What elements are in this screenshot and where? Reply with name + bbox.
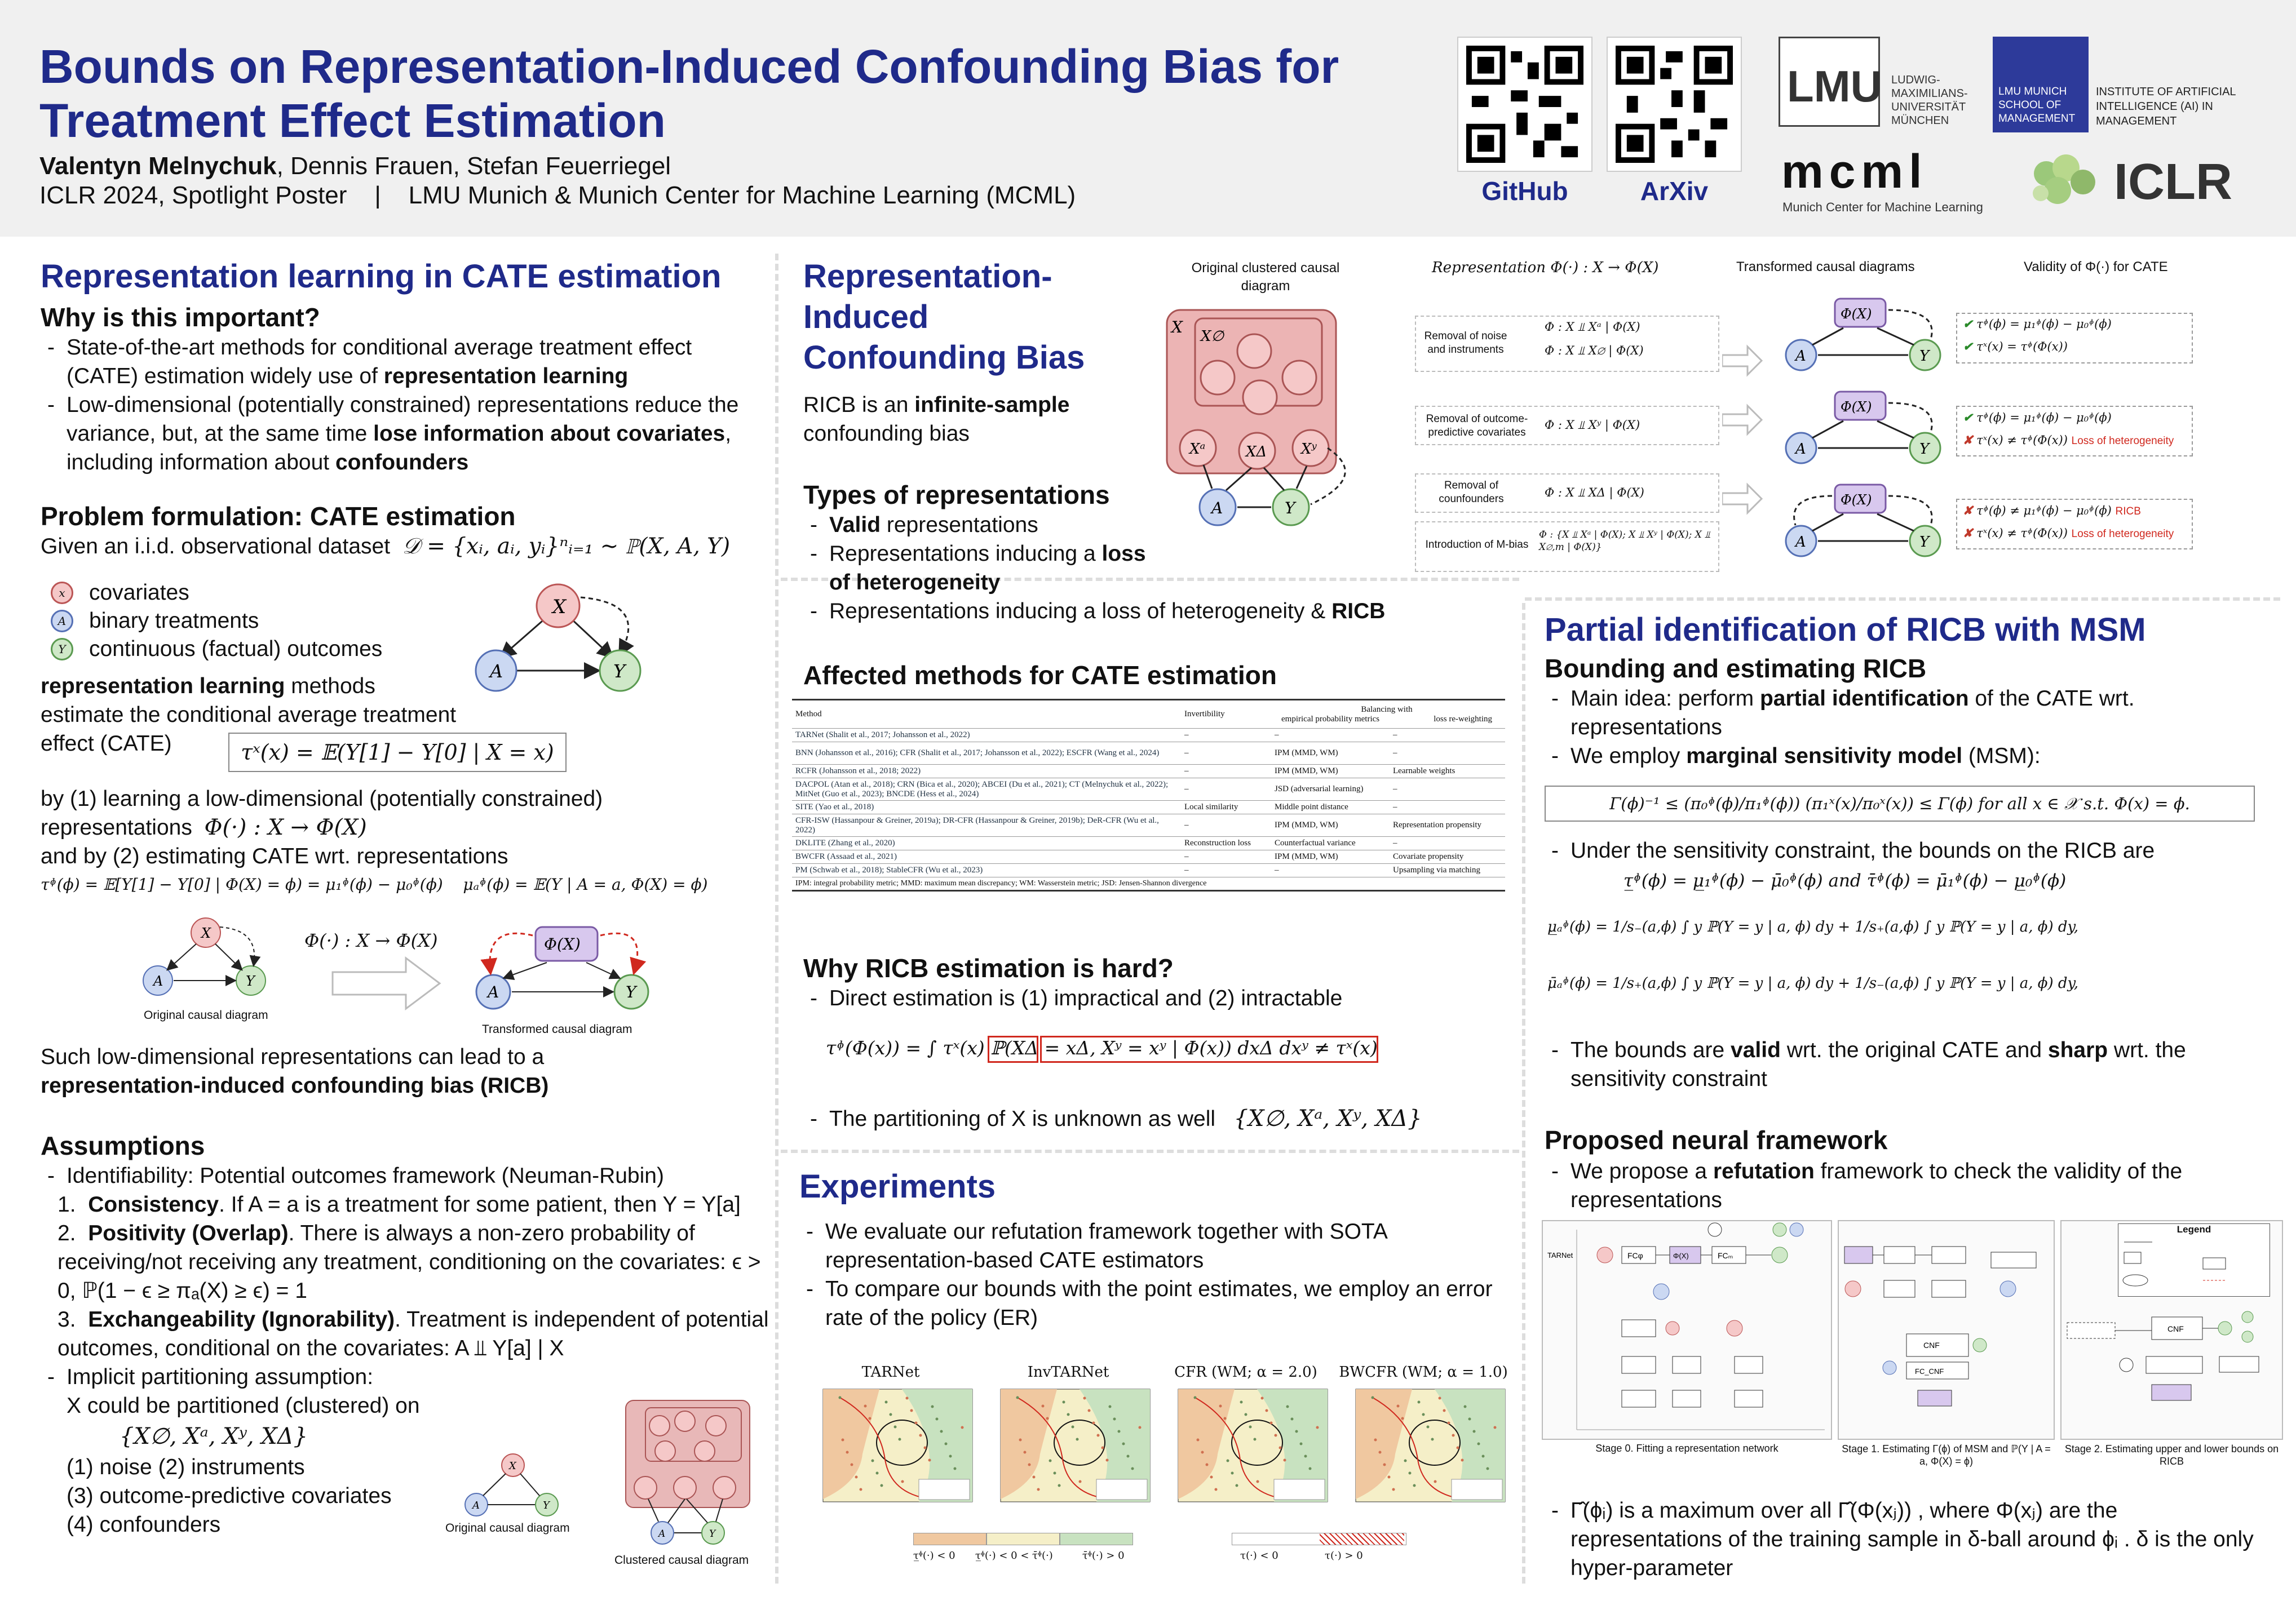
legend-icons [2118, 1235, 2268, 1292]
svg-text:Φ(X): Φ(X) [544, 935, 581, 954]
table-row [792, 837, 1505, 850]
stage1-caption: Stage 1. Estimating Γ(ϕ) of MSM and ℙ(Y | A = a, Φ(X) = ϕ) [1842, 1443, 2051, 1467]
stage0-panel [1542, 1220, 1832, 1440]
experiment-plot [1339, 1364, 1508, 1527]
assumption-2: 2. Positivity (Overlap). There is always a non-zero probability of receiving/not receiving any treatment, conditioning on the covariates: ϵ > 0, ℙ(1 − ϵ ≥ πₐ(X) ≥ ϵ) = 1 [57, 1221, 761, 1303]
assumption-3: 3. Exchangeability (Ignorability). Treatment is independent of potential outcomes, conditional on the covariates: A ⫫ Y[a] | X [57, 1307, 769, 1360]
authors [39, 152, 671, 180]
github-qr-code[interactable] [1457, 37, 1592, 172]
plot-legend: τ̲ᶲ(·) < 0 τ̲ᶲ(·) < 0 < τ̄ᶲ(·) τ̄ᶲ(·) > 0 τ(·) < 0 τ(·) > 0 [913, 1533, 1505, 1578]
table-cell: RCFR (Johansson et al., 2018; 2022) [795, 766, 921, 775]
cate-equation: τˣ(x) = 𝔼(Y[1] − Y[0] | X = x) [228, 733, 567, 772]
legend-covariates: covariates [89, 580, 189, 605]
table-row [792, 864, 1505, 877]
validity-eq: ✔ τˣ(x) = τᶲ(Φ(x)) [1963, 339, 2068, 353]
svg-text:Φ(X): Φ(X) [1841, 399, 1872, 415]
decision-region-plot [1339, 1386, 1508, 1516]
list-item: - Direct estimation is (1) impractical and (2) intractable [803, 984, 1514, 1013]
stage0-diagram [1543, 1221, 1831, 1439]
table-cell: – [1184, 821, 1189, 830]
row-eq: Φ : {X ⫫ Xᵃ | Φ(X); X ⫫ Xʸ | Φ(X); X ⫫ X∅,m | Φ(X)} [1539, 529, 1710, 553]
legend-box: Legend [2118, 1223, 2270, 1297]
plot-title: BWCFR (WM; α = 1.0) [1339, 1364, 1508, 1381]
row-divider [1525, 597, 2280, 601]
middle-column: Representation-Induced Confounding Bias RICB is an infinite-sample confounding bias [803, 256, 1119, 448]
table-cell: IPM (MMD, WM) [1275, 852, 1338, 861]
mcml-name: Munich Center for Machine Learning [1782, 200, 1983, 214]
highlight-box [1040, 1036, 1378, 1063]
svg-text:A: A [490, 660, 503, 682]
first-author: Valentyn Melnychuk [39, 152, 277, 180]
left-column [41, 256, 768, 561]
decision-region-plot [984, 1386, 1153, 1516]
svg-text:FC_CNF: FC_CNF [1915, 1367, 1944, 1376]
hard-list [803, 1105, 1514, 1133]
treatment-node-icon: A [51, 610, 73, 632]
svg-text:Φ(X): Φ(X) [1841, 492, 1872, 508]
table-cell: BNN (Johansson et al., 2016); CFR (Shalit et al., 2017; Johansson et al., 2022); ESCFR (Wang et al., 2024) [795, 748, 1160, 757]
figure-col-header: Transformed causal diagrams [1736, 259, 1915, 274]
stage1-panel [1838, 1220, 2055, 1440]
list-item: - We employ marginal sensitivity model (MSM): [1545, 742, 2272, 770]
column-divider [1522, 603, 1525, 1584]
legend-colorbar [913, 1533, 1133, 1545]
svg-text:Y: Y [1919, 348, 1930, 365]
table-cell: Learnable weights [1393, 766, 1456, 775]
validity-eq: ✔ τᶲ(ϕ) = μ₁ᶲ(ϕ) − μ₀ᶲ(ϕ) [1963, 410, 2112, 424]
svg-text:A: A [1795, 348, 1806, 365]
qr-icon [1616, 46, 1733, 163]
table-cell: Reconstruction loss [1184, 839, 1251, 848]
table-row [792, 850, 1505, 864]
stage1-diagram [1839, 1221, 2054, 1439]
svg-text:A: A [658, 1528, 666, 1540]
clustered-diagram-large [1156, 307, 1392, 533]
check-icon: ✔ [1963, 317, 1973, 331]
hard-title: Why RICB estimation is hard? [803, 954, 1174, 983]
table-cell: JSD (adversarial learning) [1275, 784, 1364, 793]
table-cell: IPM (MMD, WM) [1275, 748, 1338, 757]
rl-text: representation learning methods estimate the conditional average treatment effect (CATE) [41, 674, 457, 756]
row-eq: Φ : X ⫫ X∅ | Φ(X) [1545, 344, 1644, 357]
check-icon: ✔ [1963, 410, 1973, 424]
list-item: - State-of-the-art methods for conditional average treatment effect (CATE) estimation widely use of representation learning [41, 333, 768, 391]
table-footnote: IPM: integral probability metric; MMD: maximum mean discrepancy; WM: Wasserstein metric; JSD: Jensen-Shannon divergence [795, 879, 1207, 888]
stage2-caption: Stage 2. Estimating upper and lower bounds on RICB [2064, 1443, 2279, 1467]
list-item: - Low-dimensional (potentially constrained) representations reduce the variance, but, at the same time lose information about covariates, including information about confounders [41, 391, 768, 477]
msm-title: Partial identification of RICB with MSM [1545, 611, 2146, 648]
experiments-section [799, 1167, 1515, 1332]
partition-set: {X∅, Xᵃ, Xʸ, XΔ} [120, 1424, 308, 1449]
svg-text:Y: Y [626, 983, 636, 1001]
lmu-school-logo [1993, 37, 2089, 132]
table-row [792, 814, 1505, 837]
table-cell: – [1184, 784, 1189, 793]
table-cell: Local similarity [1184, 802, 1238, 812]
small-original-caption: Original causal diagram [445, 1522, 570, 1535]
table-cell: – [1275, 866, 1279, 875]
architecture-figure [1542, 1220, 2286, 1468]
svg-text:FCφ: FCφ [1627, 1251, 1643, 1260]
types-title: Types of representations [803, 480, 1110, 509]
stage2-panel [2060, 1220, 2283, 1440]
list-item: - The bounds are valid wrt. the original CATE and sharp wrt. the sensitivity constraint [1545, 1036, 2272, 1093]
table-cell: – [1393, 730, 1397, 739]
arxiv-qr-code[interactable] [1607, 37, 1742, 172]
decision-region-plot [1161, 1386, 1330, 1516]
row-label: Removal of noise and instruments [1424, 330, 1507, 356]
mcml-logo: mcml [1781, 145, 1928, 198]
validity-eq: ✔ τᶲ(ϕ) = μ₁ᶲ(ϕ) − μ₀ᶲ(ϕ) [1963, 317, 2112, 331]
column-divider [775, 254, 778, 1584]
row-label: Removal of outcome-predictive covariates [1426, 413, 1528, 438]
svg-text:A: A [1795, 441, 1806, 458]
original-diagram-caption: Original causal diagram [144, 1009, 268, 1022]
lmu-logo: LMU [1779, 37, 1880, 127]
svg-text:TARNet: TARNet [1547, 1251, 1573, 1260]
experiment-plot [984, 1364, 1153, 1527]
table-body [792, 729, 1505, 877]
table-row [792, 765, 1505, 778]
by-text: by (1) learning a low-dimensional (potentially constrained) representations Φ(·) : X → Φ(X) and by (2) estimating CATE wrt. representations τᶲ(ϕ) = 𝔼[Y[1] − Y[0] | Φ(X) = ϕ) = μ₁ᶲ(ϕ) − μ₀ᶲ(ϕ) μₐᶲ(ϕ) = 𝔼(Y | A = a, Φ(X) = ϕ) [41, 784, 768, 899]
table-cell: Covariate propensity [1393, 852, 1464, 861]
ricb-title: Representation-Induced Confounding Bias [803, 258, 1085, 376]
table-cell: – [1184, 766, 1189, 775]
validity-eq: ✘ τᶲ(ϕ) ≠ μ₁ᶲ(ϕ) − μ₀ᶲ(ϕ) RICB [1963, 503, 2141, 517]
cross-icon: ✘ [1963, 433, 1973, 447]
svg-text:A: A [488, 983, 499, 1001]
svg-text:X: X [201, 925, 211, 941]
venue: ICLR 2024, Spotlight Poster | LMU Munich & Munich Center for Machine Learning (MCML) [39, 181, 1076, 209]
table-cell: TARNet (Shalit et al., 2017; Johansson et al., 2022) [795, 730, 970, 739]
list-item: - Γ̂(ϕᵢ) is a maximum over all Γ̂(Φ(xⱼ)) , where Φ(xⱼ) are the representations of the training sample in δ-ball around ϕᵢ . δ is the only hyper-parameter [1545, 1496, 2272, 1582]
bounds-valid-list [1545, 1036, 2272, 1093]
cross-icon: ✘ [1963, 526, 1973, 540]
assumptions-section: Assumptions - Identifiability: Potential outcomes framework (Neuman-Rubin) 1. Consistency. If A = a is a treatment for some patient, then Y = Y[a] 2. Positivity (Overlap). There is always a non-zero probability of receiving/not receiving any treatment, conditioning on the covariates: ϵ > 0, ℙ(1 − ϵ ≥ πₐ(X) ≥ ϵ) = 1 3. Exchangeability (Ignorability). Treatment is independent of potential outcomes, conditional on the covariates: A ⫫ Y[a] | X - Implicit partitioning assumption: X could be partitioned (clustered) on {X∅, Xᵃ, Xʸ, XΔ} (1) noise (2) instruments (3) outcome-predictive covariates (4) confounders [41, 1130, 773, 1539]
experiment-plot [806, 1364, 975, 1527]
svg-text:Φ(X): Φ(X) [1841, 306, 1872, 322]
svg-text:X∅: X∅ [1201, 328, 1224, 345]
svg-text:A: A [472, 1500, 480, 1511]
representation-formula: Φ(·) : X → Φ(X) [204, 815, 367, 840]
row-divider [781, 1150, 1519, 1153]
svg-text:A: A [1211, 499, 1223, 517]
check-icon: ✔ [1963, 339, 1973, 353]
row-eq: Φ : X ⫫ Xᵃ | Φ(X) [1545, 320, 1640, 334]
list-item: - The partitioning of X is unknown as well {X∅, Xᵃ, Xʸ, XΔ} [803, 1105, 1514, 1133]
iclr-logo: ICLR [2114, 154, 2232, 210]
list-item: - Representations inducing a loss of heterogeneity [803, 539, 1164, 597]
dataset-formula: 𝒟 = {xᵢ, aᵢ, yᵢ}ⁿᵢ₌₁ ~ ℙ(X, A, Y) [402, 534, 731, 559]
hard-section [803, 952, 1514, 1013]
list-item: - Under the sensitivity constraint, the bounds on the RICB are [1545, 836, 2272, 865]
plot-title: TARNet [861, 1364, 920, 1381]
row-eq: Φ : X ⫫ XΔ | Φ(X) [1545, 486, 1644, 499]
svg-text:CNF: CNF [1923, 1341, 1940, 1350]
legend-policy-bar [1232, 1533, 1406, 1545]
small-clustered-caption: Clustered causal diagram [614, 1554, 749, 1567]
svg-text:A: A [1795, 534, 1806, 551]
nn-list [1545, 1157, 2272, 1214]
why-title: Why is this important? [41, 303, 320, 332]
list-item: - We propose a refutation framework to check the validity of the representations [1545, 1157, 2272, 1214]
svg-text:Φ(X): Φ(X) [1673, 1252, 1689, 1260]
list-item: - Valid representations [803, 511, 1508, 539]
assumptions-title: Assumptions [41, 1131, 205, 1160]
stage0-caption: Stage 0. Fitting a representation network [1595, 1443, 1779, 1454]
nn-title: Proposed neural framework [1545, 1125, 1888, 1155]
table-cell: IPM (MMD, WM) [1275, 766, 1338, 775]
table-cell: – [1275, 730, 1279, 739]
arxiv-label[interactable]: ArXiv [1640, 176, 1709, 206]
svg-text:Xᵃ: Xᵃ [1189, 441, 1206, 458]
bounds-equation: τ̲ᶲ(ϕ) = μ̲₁ᶲ(ϕ) − μ̄₀ᶲ(ϕ) and τ̄ᶲ(ϕ) = μ̄₁ᶲ(ϕ) − μ̲₀ᶲ(ϕ) [1623, 871, 2067, 891]
list-item: - Representations inducing a loss of heterogeneity & RICB [803, 597, 1508, 626]
table-cell: – [1184, 866, 1189, 875]
bounding-title: Bounding and estimating RICB [1545, 654, 1927, 683]
table-cell: SITE (Yao et al., 2018) [795, 802, 874, 812]
svg-text:Y: Y [246, 973, 255, 989]
row-label: Introduction of M-bias [1425, 539, 1529, 551]
svg-text:X: X [1171, 318, 1183, 336]
svg-text:Y: Y [1919, 534, 1930, 551]
lmu-name: LUDWIG- MAXIMILIANS- UNIVERSITÄT MÜNCHEN [1891, 74, 1968, 127]
list-item: - We evaluate our refutation framework together with SOTA representation-based CATE estimators [799, 1217, 1515, 1275]
outcome-node-icon: Y [51, 638, 73, 660]
table-cell: Representation propensity [1393, 821, 1482, 830]
plot-title: InvTARNet [1027, 1364, 1109, 1381]
hard-equation: τᶲ(Φ(x)) = ∫ τˣ(x) ℙ(XΔ = xΔ, Xʸ = xʸ | Φ(x)) dxΔ dxʸ ≠ τˣ(x) [826, 1037, 1378, 1059]
experiments-title: Experiments [799, 1168, 996, 1205]
table-cell: CFR-ISW (Hassanpour & Greiner, 2019a); DR-CFR (Hassanpour & Greiner, 2019b); DeR-CFR (Wu et al., 2022) [795, 815, 1159, 835]
legend-outcome: continuous (factual) outcomes [89, 637, 383, 661]
arrow-icons [1722, 338, 1767, 530]
table-row [792, 778, 1505, 801]
list-item: - Main idea: perform partial identification of the CATE wrt. representations [1545, 684, 2272, 742]
representation-validity-figure [1156, 254, 2198, 575]
plot-title: CFR (WM; α = 2.0) [1174, 1364, 1317, 1381]
diagram-map-label: Φ(·) : X → Φ(X) [304, 930, 438, 951]
table-cell: BWCFR (Assaad et al., 2021) [795, 852, 897, 861]
table-cell: Upsampling via matching [1393, 866, 1480, 875]
table-cell: – [1184, 730, 1189, 739]
table-row [792, 801, 1505, 814]
experiment-plots [806, 1364, 1516, 1589]
problem-title: Problem formulation: CATE estimation [41, 502, 516, 531]
causal-graph [462, 580, 665, 704]
experiment-plot [1161, 1364, 1330, 1527]
table-cell: IPM (MMD, WM) [1275, 821, 1338, 830]
iclr-brain-icon [2024, 151, 2108, 213]
table-cell: – [1393, 839, 1397, 848]
table-cell: – [1393, 748, 1397, 757]
problem-text: Given an i.i.d. observational dataset 𝒟 = {xᵢ, aᵢ, yᵢ}ⁿᵢ₌₁ ~ ℙ(X, A, Y) [41, 534, 731, 559]
methods-table [792, 699, 1505, 892]
validity-eq: ✘ τˣ(x) ≠ τᶲ(Φ(x)) Loss of heterogeneity [1963, 526, 2174, 540]
table-row [792, 729, 1505, 742]
table-cell: – [1393, 802, 1397, 812]
table-cell: – [1184, 852, 1189, 861]
svg-text:XΔ: XΔ [1246, 444, 1267, 460]
mu-lower-equation: μ̲ₐᶲ(ϕ) = 1/s₋(a,ϕ) ∫ y ℙ(Y = y | a, ϕ) dy + 1/s₊(a,ϕ) ∫ y ℙ(Y = y | a, ϕ) dy, [1547, 919, 2079, 935]
transformed-diagram-caption: Transformed causal diagram [482, 1023, 632, 1036]
transformed-diagrams [1770, 293, 1950, 575]
other-authors: , Dennis Frauen, Stefan Feuerriegel [276, 152, 671, 180]
svg-text:Xʸ: Xʸ [1301, 441, 1317, 458]
institute-name: INSTITUTE OF ARTIFICIAL INTELLIGENCE (AI) IN MANAGEMENT [2096, 86, 2236, 127]
figure-col-header: Representation Φ(·) : X → Φ(X) [1432, 259, 1659, 276]
github-label[interactable]: GitHub [1481, 176, 1568, 206]
row-eq: Φ : X ⫫ Xʸ | Φ(X) [1545, 418, 1640, 432]
svg-text:X: X [509, 1460, 516, 1472]
svg-text:X: X [552, 596, 567, 618]
qr-icon [1466, 46, 1583, 163]
section-title: Representation learning in CATE estimation [41, 258, 722, 295]
lmu-school-name: LMU MUNICH SCHOOL OF MANAGEMENT [1998, 86, 2076, 125]
svg-text:Y: Y [1919, 441, 1930, 458]
bounds-list [1545, 836, 2272, 865]
such-text: Such low-dimensional representations can lead to a representation-induced confounding bias (RICB) [41, 1045, 549, 1098]
svg-text:Y: Y [543, 1500, 550, 1511]
table-cell: – [1184, 748, 1189, 757]
clustered-causal-graph [620, 1398, 755, 1550]
affected-title: Affected methods for CATE estimation [803, 660, 1277, 690]
figure-col-header: Validity of Φ(·) for CATE [2024, 259, 2168, 274]
table-header: Method Invertibility Balancing with empirical probability metrics loss re-weighting [792, 700, 1505, 729]
table-cell: PM (Schwab et al., 2018); StableCFR (Wu et al., 2023) [795, 866, 983, 875]
decision-region-plot [806, 1386, 975, 1516]
list-item: - To compare our bounds with the point estimates, we employ an error rate of the policy (ER) [799, 1275, 1515, 1332]
msm-equation: Γ(ϕ)⁻¹ ≤ (π₀ᶲ(ϕ)/π₁ᶲ(ϕ)) (π₁ˣ(x)/π₀ˣ(x)) ≤ Γ(ϕ) for all x ∈ 𝒳 s.t. Φ(x) = ϕ. [1545, 786, 2255, 822]
table-cell: DKLITE (Zhang et al., 2020) [795, 839, 895, 848]
assumption-1: 1. Consistency. If A = a is a treatment for some patient, then Y = Y[a] [57, 1192, 741, 1217]
table-row [792, 742, 1505, 765]
svg-text:CNF: CNF [2167, 1324, 2184, 1333]
table-cell: DACPOL (Atan et al., 2018); CRN (Bica et al., 2020); ABCEI (Du et al., 2021); CT (Melnychuk et al., 2022); MitNet (Guo et al., 2023); BNCDE (Hess et al., 2024) [795, 779, 1169, 799]
covariates-node-icon: x [51, 582, 73, 604]
list-item: - Implicit partitioning assumption: [41, 1363, 773, 1391]
tau-phi-formula: τᶲ(ϕ) = 𝔼[Y[1] − Y[0] | Φ(X) = ϕ) = μ₁ᶲ(ϕ) − μ₀ᶲ(ϕ) μₐᶲ(ϕ) = 𝔼(Y | A = a, Φ(X) = ϕ) [41, 875, 708, 894]
svg-text:FCₘ: FCₘ [1718, 1251, 1733, 1260]
stage2-diagram [2061, 1300, 2282, 1435]
cross-icon: ✘ [1963, 503, 1973, 517]
mu-upper-equation: μ̄ₐᶲ(ϕ) = 1/s₊(a,ϕ) ∫ y ℙ(Y = y | a, ϕ) dy + 1/s₋(a,ϕ) ∫ y ℙ(Y = y | a, ϕ) dy, [1547, 975, 2079, 992]
table-cell: Counterfactual variance [1275, 839, 1356, 848]
list-item: - Identifiability: Potential outcomes framework (Neuman-Rubin) [41, 1161, 773, 1190]
why-list [41, 333, 768, 477]
svg-text:A: A [153, 973, 163, 989]
table-cell: Middle point distance [1275, 802, 1348, 812]
validity-eq: ✘ τˣ(x) ≠ τᶲ(Φ(x)) Loss of heterogeneity [1963, 433, 2174, 447]
poster-title: Bounds on Representation-Induced Confounding Bias for Treatment Effect Estimation [39, 40, 1339, 147]
svg-text:Y: Y [1285, 499, 1295, 517]
poster-header [0, 0, 2296, 237]
table-cell: – [1393, 784, 1397, 793]
figure-col-header: Original clustered causal diagram [1191, 260, 1340, 294]
right-column [1545, 610, 2272, 770]
highlight-box [988, 1036, 1038, 1063]
svg-text:Y: Y [709, 1528, 716, 1540]
row-label: Removal of counfounders [1439, 480, 1504, 505]
svg-text:Y: Y [613, 660, 626, 682]
final-list [1545, 1496, 2272, 1582]
legend-treatment: binary treatments [89, 609, 259, 633]
